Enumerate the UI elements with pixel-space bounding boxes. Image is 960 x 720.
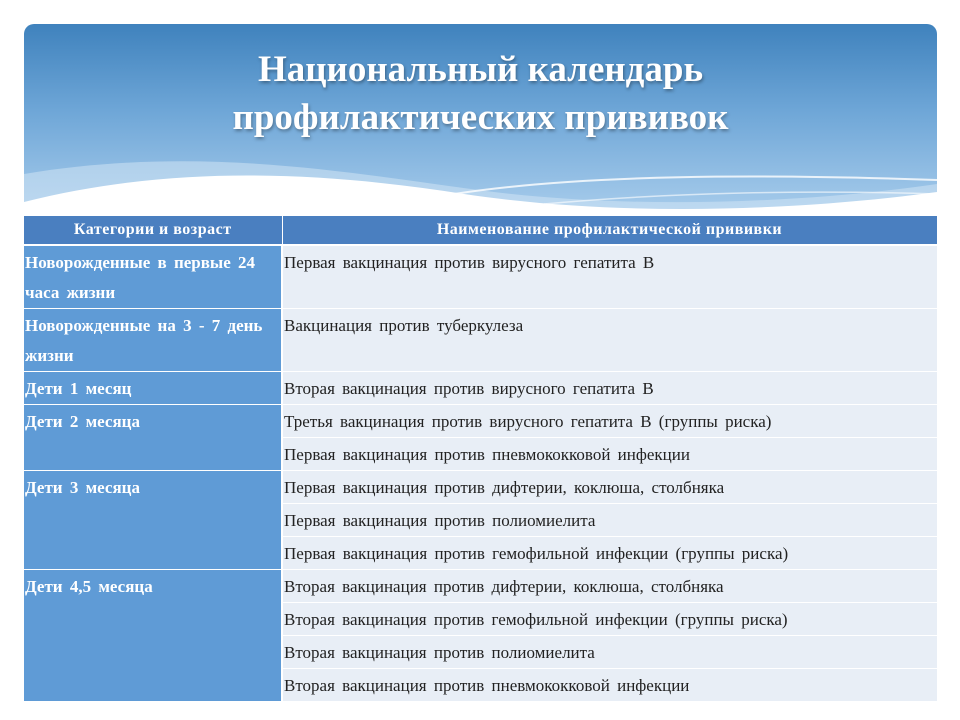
vaccine-cell: Первая вакцинация против вирусного гепатита В [282, 245, 937, 309]
category-cell: Новорожденные на 3 - 7 день жизни [24, 309, 282, 372]
vaccine-cell: Первая вакцинация против полиомиелита [282, 504, 937, 537]
category-cell: Новорожденные в первые 24 часа жизни [24, 245, 282, 309]
vaccine-cell: Вторая вакцинация против дифтерии, коклюша, столбняка [282, 570, 937, 603]
vaccine-cell: Третья вакцинация против вирусного гепатита В (группы риска) [282, 405, 937, 438]
vaccine-cell: Вторая вакцинация против полиомиелита [282, 636, 937, 669]
table-row [24, 372, 937, 405]
table-row [24, 570, 937, 603]
vaccine-cell: Вакцинация против туберкулеза [282, 309, 937, 372]
table-row [24, 309, 937, 372]
vaccine-cell: Первая вакцинация против дифтерии, коклюша, столбняка [282, 471, 937, 504]
table-header-row [24, 216, 937, 245]
vaccine-cell: Вторая вакцинация против пневмококковой инфекции [282, 669, 937, 702]
title-line-2: профилактических прививок [232, 97, 729, 138]
vaccine-cell: Вторая вакцинация против гемофильной инфекции (группы риска) [282, 603, 937, 636]
page-title [24, 46, 937, 142]
vaccination-table [24, 216, 938, 702]
category-cell: Дети 2 месяца [24, 405, 282, 471]
table-row [24, 405, 937, 438]
category-cell: Дети 3 месяца [24, 471, 282, 570]
category-cell: Дети 1 месяц [24, 372, 282, 405]
title-line-1: Национальный календарь [257, 49, 704, 90]
vaccine-cell: Первая вакцинация против гемофильной инфекции (группы риска) [282, 537, 937, 570]
table-row [24, 471, 937, 504]
column-header-vaccine: Наименование профилактической прививки [282, 216, 937, 245]
vaccine-cell: Первая вакцинация против пневмококковой инфекции [282, 438, 937, 471]
category-cell: Дети 4,5 месяца [24, 570, 282, 702]
vaccine-cell: Вторая вакцинация против вирусного гепатита В [282, 372, 937, 405]
title-banner [24, 24, 937, 216]
table-row [24, 245, 937, 309]
column-header-category: Категории и возраст [24, 216, 282, 245]
